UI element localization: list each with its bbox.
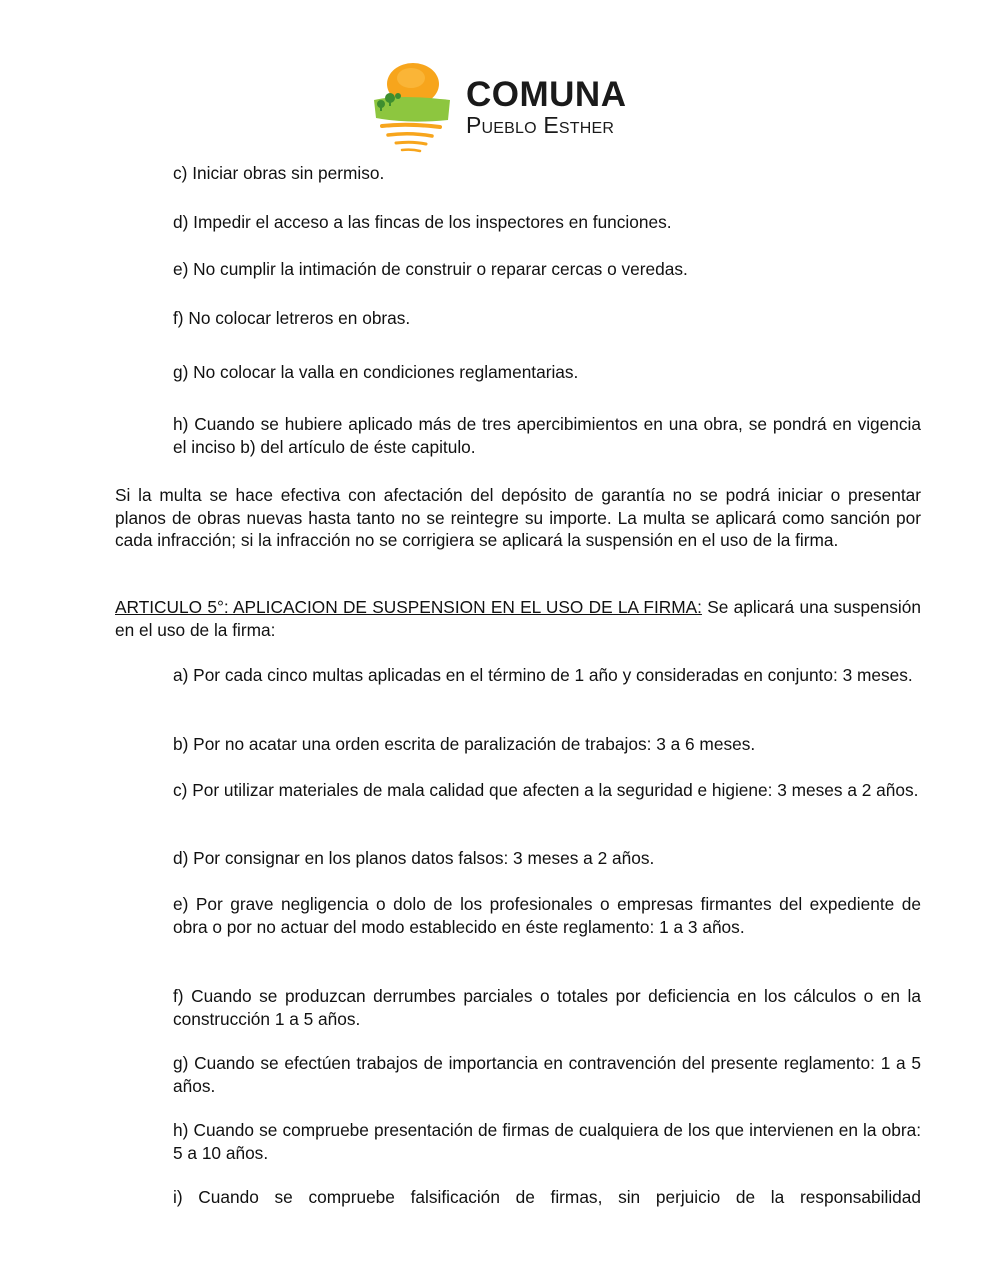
list-item: f) Cuando se produzcan derrumbes parciales o totales por deficiencia en los cálculos o en la construcción 1 a 5 años. — [173, 986, 921, 1029]
list-item: c) Iniciar obras sin permiso. — [173, 163, 385, 183]
list-item: e) No cumplir la intimación de construir o reparar cercas o veredas. — [173, 259, 688, 279]
list-item: g) No colocar la valla en condiciones reglamentarias. — [173, 362, 579, 382]
paragraph-multa: Si la multa se hace efectiva con afectación del depósito de garantía no se podrá iniciar o presentar planos de obras nuevas hasta tanto no se reintegre su importe. La multa se aplicará como sanción por cada infracción; si la infracción no se corrigiera se aplicará la suspensión en el uso de la firma. — [115, 485, 921, 551]
list-item: i) Cuando se compruebe falsificación de firmas, sin perjuicio de la responsabilidad — [173, 1187, 921, 1207]
list-item: a) Por cada cinco multas aplicadas en el término de 1 año y consideradas en conjunto: 3 meses. — [173, 665, 913, 685]
list-item: d) Por consignar en los planos datos falsos: 3 meses a 2 años. — [173, 848, 655, 868]
brand-line-2: Pueblo Esther — [466, 112, 615, 138]
list-item: d) Impedir el acceso a las fincas de los inspectores en funciones. — [173, 212, 672, 232]
article-5-heading: ARTICULO 5°: APLICACION DE SUSPENSION EN EL USO DE LA FIRMA: — [115, 597, 702, 617]
article-5-text: Se aplicará una suspensión en el uso de la firma: — [115, 597, 921, 640]
header — [368, 60, 668, 156]
list-item: f) No colocar letreros en obras. — [173, 308, 411, 328]
brand-line-1: COMUNA — [466, 75, 627, 114]
sun-landscape-logo-icon — [368, 60, 458, 156]
list-item: e) Por grave negligencia o dolo de los profesionales o empresas firmantes del expediente de obra o por no actuar del modo establecido en éste reglamento: 1 a 3 años. — [173, 894, 921, 937]
article-5-paragraph — [115, 596, 921, 641]
list-item: h) Cuando se hubiere aplicado más de tres apercibimientos en una obra, se pondrá en vigencia el inciso b) del artículo de éste capitulo. — [173, 414, 921, 457]
list-item: h) Cuando se compruebe presentación de firmas de cualquiera de los que intervienen en la obra: 5 a 10 años. — [173, 1120, 921, 1163]
list-item: b) Por no acatar una orden escrita de paralización de trabajos: 3 a 6 meses. — [173, 734, 756, 754]
list-item: c) Por utilizar materiales de mala calidad que afecten a la seguridad e higiene: 3 meses a 2 años. — [173, 780, 919, 800]
list-item: g) Cuando se efectúen trabajos de importancia en contravención del presente reglamento: 1 a 5 años. — [173, 1053, 921, 1096]
brand-name — [466, 75, 627, 138]
